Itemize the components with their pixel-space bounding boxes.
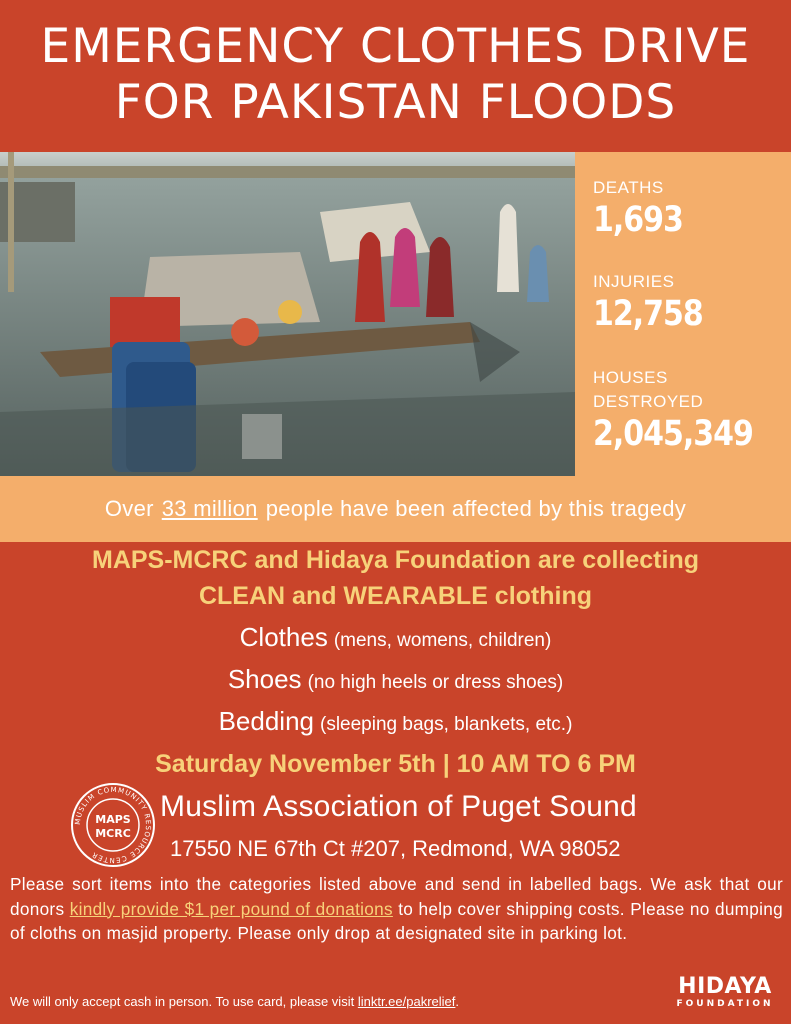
hidaya-logo-name: HIDAYA xyxy=(678,974,772,999)
item-name: Shoes xyxy=(227,664,302,694)
collecting-line-1: MAPS-MCRC and Hidaya Foundation are collecting xyxy=(92,546,699,574)
title-line-1: EMERGENCY CLOTHES DRIVE xyxy=(40,19,751,74)
maps-mcrc-logo xyxy=(70,782,156,868)
hidaya-foundation-logo xyxy=(671,975,779,1015)
item-note: (no high heels or dress shoes) xyxy=(307,672,564,693)
stat-injuries-value: 12,758 xyxy=(593,294,703,335)
payment-note-text: We will only accept cash in person. To use card, please visit xyxy=(10,994,355,1009)
affected-after: people have been affected by this tragedy xyxy=(265,496,687,521)
stat-injuries xyxy=(593,270,783,335)
item-list xyxy=(0,618,791,744)
flood-photo-illustration xyxy=(0,152,575,476)
title-line-2: FOR PAKISTAN FLOODS xyxy=(114,75,677,130)
title-banner xyxy=(0,0,791,150)
affected-highlight: 33 million xyxy=(161,496,258,521)
stat-houses-value: 2,045,349 xyxy=(593,414,753,455)
item-note: (mens, womens, children) xyxy=(333,630,552,651)
flood-photo xyxy=(0,152,575,476)
affected-before: Over xyxy=(104,496,154,521)
logo-ring-text: MUSLIM COMMUNITY RESOURCE CENTER xyxy=(73,785,153,865)
hidaya-logo-sub: FOUNDATION xyxy=(676,999,774,1009)
list-item xyxy=(0,660,791,702)
logo-text-line-1: MAPS xyxy=(95,813,131,826)
affected-banner xyxy=(0,476,791,542)
donation-request-link[interactable]: kindly provide $1 per pound of donations xyxy=(69,898,393,919)
list-item xyxy=(0,702,791,744)
organization-address: 17550 NE 67th Ct #207, Redmond, WA 98052 xyxy=(170,836,621,861)
collecting-line-2: CLEAN and WEARABLE clothing xyxy=(198,582,593,610)
stat-deaths-value: 1,693 xyxy=(593,200,683,241)
item-name: Bedding xyxy=(218,706,314,736)
instructions-part-1: Please sort items into the categories listed above and send in labelled bags. We ask that our donors xyxy=(10,874,783,919)
stat-houses-label: HOUSES xyxy=(593,368,668,387)
relief-link[interactable]: linktr.ee/pakrelief xyxy=(357,994,456,1009)
stat-deaths xyxy=(593,176,783,241)
payment-note-end: . xyxy=(455,994,460,1009)
payment-note xyxy=(10,994,650,1009)
collecting-heading xyxy=(0,542,791,614)
stat-injuries-label: INJURIES xyxy=(593,272,675,291)
stat-houses-label-2: DESTROYED xyxy=(593,392,704,411)
logo-text-line-2: MCRC xyxy=(95,827,131,840)
item-name: Clothes xyxy=(239,622,328,652)
item-note: (sleeping bags, blankets, etc.) xyxy=(320,714,573,735)
stat-deaths-label: DEATHS xyxy=(593,178,664,197)
stat-houses xyxy=(593,366,783,455)
instructions-part-2: to help cover shipping costs. Please no dumping of cloths on masjid property. Please only drop at designated site in parking lot. xyxy=(10,898,783,943)
list-item xyxy=(0,618,791,660)
donation-instructions xyxy=(10,872,783,946)
maps-mcrc-logo-graphic xyxy=(70,782,156,868)
stats-panel xyxy=(575,152,791,476)
organization-name: Muslim Association of Puget Sound xyxy=(160,790,637,823)
event-date-time: Saturday November 5th | 10 AM TO 6 PM xyxy=(155,750,636,778)
